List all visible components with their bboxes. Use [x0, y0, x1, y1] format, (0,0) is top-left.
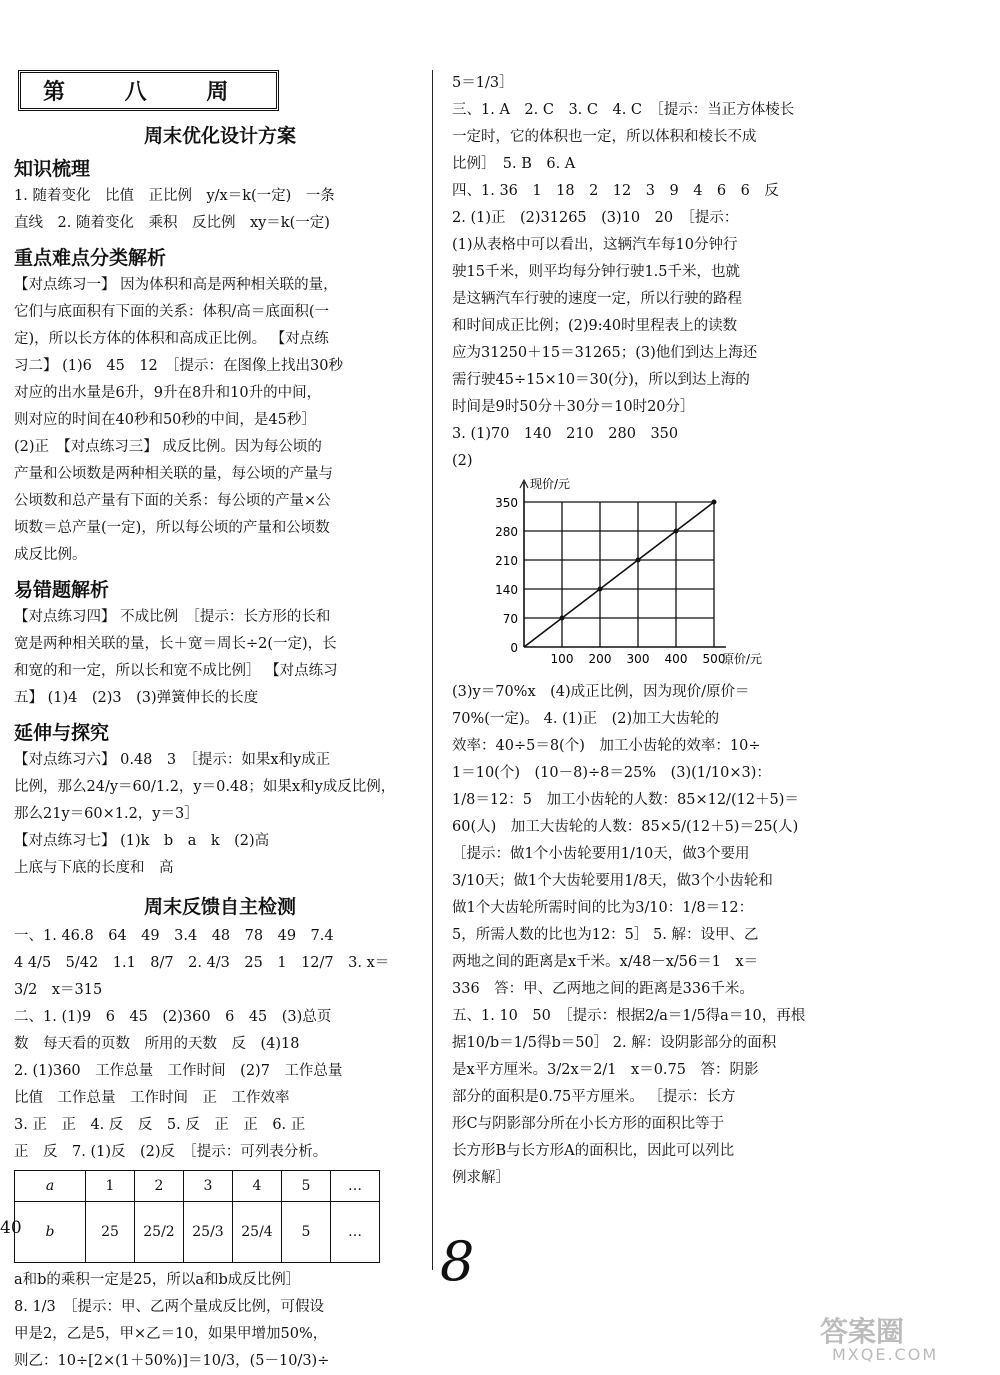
data-point — [674, 529, 679, 534]
x-tick-label: 400 — [664, 652, 688, 666]
y-tick-label: 350 — [495, 496, 518, 510]
table-cell: 25/4 — [233, 1202, 282, 1263]
x-tick-label: 200 — [588, 652, 612, 666]
table-cell: 3 — [184, 1171, 233, 1202]
text-line: 甲是2，乙是5，甲×乙＝10，如果甲增加50%， — [14, 1326, 328, 1342]
text-line: 上底与下底的长度和 高 — [14, 860, 174, 876]
heading-key-points: 重点难点分类解析 — [14, 247, 167, 269]
text-line: 1/8＝12：5 加工小齿轮的人数：85×12/(12＋5)＝ — [452, 792, 799, 808]
text-line: 形C与阴影部分所在小长方形的面积比等于 — [452, 1116, 725, 1132]
y-tick-label: 140 — [495, 583, 518, 597]
text-line: 产量和公顷数是两种相关联的量，每公顷的产量与 — [14, 466, 333, 482]
text-line: 是这辆汽车行驶的速度一定，所以行驶的路程 — [452, 291, 742, 307]
text-line: 两地之间的距离是x千米。x/48－x/56＝1 x＝ — [452, 954, 759, 970]
text-line: 例求解］ — [452, 1170, 510, 1186]
y-tick-label: 280 — [495, 525, 518, 539]
heading-errors: 易错题解析 — [14, 579, 110, 601]
text-line: 和时间成正比例；(2)9:40时里程表上的读数 — [452, 318, 738, 334]
table-cell: 5 — [282, 1171, 331, 1202]
text-line: 宽是两种相关联的量，长＋宽＝周长÷2(一定)，长 — [14, 636, 337, 652]
text-line: (3)y＝70%x (4)成正比例，因为现价/原价＝ — [452, 684, 750, 700]
table-cell: b — [15, 1202, 86, 1263]
text-line: 比例］ 5. B 6. A — [452, 156, 576, 172]
text-line: 70%(一定)。 4. (1)正 (2)加工大齿轮的 — [452, 711, 720, 727]
text-line: (2)正 【对点练习三】 成反比例。因为每公顷的 — [14, 439, 322, 455]
text-line: 4 4/5 5/42 1.1 8/7 2. 4/3 25 1 12/7 3. x＝ — [14, 955, 390, 971]
table-cell: 5 — [282, 1202, 331, 1263]
column-divider — [432, 70, 433, 1270]
table-cell: 2 — [135, 1171, 184, 1202]
text-line: a和b的乘积一定是25，所以a和b成反比例］ — [14, 1272, 301, 1288]
table-cell: … — [331, 1202, 380, 1263]
text-line: 60(人) 加工大齿轮的人数：85×5/(12＋5)＝25(人) — [452, 819, 799, 835]
text-line: 需行驶45÷15×10＝30(分)，所以到达上海的 — [452, 372, 750, 388]
text-line: 【对点练习四】 不成比例 ［提示：长方形的长和 — [14, 609, 331, 625]
text-line: 8. 1/3 ［提示：甲、乙两个量成反比例，可假设 — [14, 1299, 325, 1315]
text-line: 则乙：10÷[2×(1＋50%)]＝10/3，(5－10/3)÷ — [14, 1353, 330, 1369]
text-line: 3. 正 正 4. 反 反 5. 反 正 正 6. 正 — [14, 1117, 306, 1133]
x-tick-label: 100 — [550, 652, 574, 666]
week-heading: 第 八 周 — [18, 70, 279, 111]
text-line: 数 每天看的页数 所用的天数 反 (4)18 — [14, 1036, 300, 1052]
text-line: 2. (1)360 工作总量 工作时间 (2)7 工作总量 — [14, 1063, 343, 1079]
y-tick-label: 70 — [502, 612, 518, 626]
text-line: 三、1. A 2. C 3. C 4. C ［提示：当正方体棱长 — [452, 102, 795, 118]
watermark-logo: 答案圈 — [820, 1315, 905, 1348]
text-line: 336 答：甲、乙两地之间的距离是336千米。 — [452, 981, 754, 997]
text-line: 3. (1)70 140 210 280 350 — [452, 426, 679, 442]
table-cell: 25/2 — [135, 1202, 184, 1263]
text-line: 【对点练习七】 (1)k b a k (2)高 — [14, 833, 270, 849]
text-line: 5，所需人数的比也为12：5］ 5. 解：设甲、乙 — [452, 927, 759, 943]
table-cell: 4 — [233, 1171, 282, 1202]
data-point — [598, 587, 603, 592]
table-cell: 25 — [86, 1202, 135, 1263]
text-line: 比值 工作总量 工作时间 正 工作效率 — [14, 1090, 290, 1106]
text-line: 部分的面积是0.75平方厘米。 ［提示：长方 — [452, 1089, 736, 1105]
x-axis-label: 原价/元 — [722, 652, 763, 666]
heading-extension: 延伸与探究 — [14, 722, 110, 744]
text-line: 和宽的和一定，所以长和宽不成比例］ 【对点练习 — [14, 663, 338, 679]
text-line: 长方形B与长方形A的面积比，因此可以列比 — [452, 1143, 735, 1159]
text-line: 一、1. 46.8 64 49 3.4 48 78 49 7.4 — [14, 928, 334, 944]
price-line-chart — [452, 475, 763, 675]
table-row-b — [15, 1202, 380, 1263]
text-line: 对应的出水量是6升，9升在8升和10升的中间， — [14, 385, 322, 401]
text-line: ［提示：做1个小齿轮要用1/10天，做3个要用 — [452, 846, 750, 862]
x-tick-label: 500 — [702, 652, 726, 666]
text-line: 2. (1)正 (2)31265 (3)10 20 ［提示： — [452, 210, 739, 226]
text-line: 则对应的时间在40秒和50秒的中间，是45秒］ — [14, 412, 316, 428]
left-column — [14, 70, 426, 1375]
text-line: 5＝1/3］ — [452, 75, 514, 91]
data-point — [560, 616, 565, 621]
text-line: 正 反 7. (1)反 (2)反 ［提示：可列表分析。 — [14, 1144, 328, 1160]
text-line: 效率：40÷5＝8(个) 加工小齿轮的效率：10÷ — [452, 738, 761, 754]
text-line: 1. 随着变化 比值 正比例 y/x＝k(一定) 一条 — [14, 188, 335, 204]
handwritten-mark: 8 — [440, 1230, 475, 1293]
x-tick-label: 300 — [626, 652, 650, 666]
text-line: 驶15千米，则平均每分钟行驶1.5千米，也就 — [452, 264, 741, 280]
y-tick-label: 210 — [495, 554, 518, 568]
text-line: 顷数＝总产量(一定)，所以每公顷的产量和公顷数 — [14, 520, 330, 536]
page-number: 40 — [0, 1218, 22, 1238]
table-cell: a — [15, 1171, 86, 1202]
text-line: 时间是9时50分＋30分＝10时20分］ — [452, 399, 695, 415]
text-line: 直线 2. 随着变化 乘积 反比例 xy＝k(一定) — [14, 215, 330, 231]
text-line: 习二】 (1)6 45 12 ［提示：在图像上找出30秒 — [14, 358, 343, 374]
text-line: 3/10天；做1个大齿轮要用1/8天，做3个小齿轮和 — [452, 873, 773, 889]
text-line: 五、1. 10 50 ［提示：根据2/a＝1/5得a＝10，再根 — [452, 1008, 806, 1024]
text-line: 四、1. 36 1 18 2 12 3 9 4 6 6 反 — [452, 183, 779, 199]
text-line: 那么21y＝60×1.2，y＝3］ — [14, 806, 199, 822]
text-line: 二、1. (1)9 6 45 (2)360 6 45 (3)总页 — [14, 1009, 332, 1025]
series-line — [524, 502, 714, 647]
table-row-a — [15, 1171, 380, 1202]
text-line: 是x平方厘米。3/2x＝2/1 x＝0.75 答：阴影 — [452, 1062, 759, 1078]
right-column — [452, 70, 852, 1192]
text-line: 3/2 x＝315 — [14, 982, 103, 998]
text-line: (1)从表格中可以看出，这辆汽车每10分钟行 — [452, 237, 738, 253]
text-line: 定)，所以长方体的体积和高成正比例。 【对点练 — [14, 331, 329, 347]
text-line: 做1个大齿轮所需时间的比为3/10：1/8＝12： — [452, 900, 754, 916]
data-point — [636, 558, 641, 563]
watermark-url: MXQE.COM — [832, 1345, 939, 1364]
section-title-check: 周末反馈自主检测 — [143, 896, 296, 918]
text-line: (2) — [452, 453, 473, 469]
data-point — [712, 500, 717, 505]
text-line: 据10/b＝1/5得b＝50］ 2. 解：设阴影部分的面积 — [452, 1035, 777, 1051]
table-cell: 1 — [86, 1171, 135, 1202]
ab-table — [14, 1170, 380, 1263]
text-line: 比例，那么24/y＝60/1.2，y＝0.48；如果x和y成反比例， — [14, 779, 396, 795]
heading-knowledge: 知识梳理 — [14, 158, 91, 180]
text-line: 一定时，它的体积也一定，所以体积和棱长不成 — [452, 129, 757, 145]
y-axis-label: 现价/元 — [530, 477, 571, 491]
table-cell: 25/3 — [184, 1202, 233, 1263]
text-line: 应为31250＋15＝31265；(3)他们到达上海还 — [452, 345, 758, 361]
text-line: 五】 (1)4 (2)3 (3)弹簧伸长的长度 — [14, 690, 259, 706]
text-line: 它们与底面积有下面的关系：体积/高＝底面积(一 — [14, 304, 330, 320]
text-line: 成反比例。 — [14, 547, 87, 563]
section-title-plan: 周末优化设计方案 — [143, 125, 296, 147]
table-cell: … — [331, 1171, 380, 1202]
text-line: 【对点练习六】 0.48 3 ［提示：如果x和y成正 — [14, 752, 331, 768]
text-line: 【对点练习一】 因为体积和高是两种相关联的量， — [14, 277, 338, 293]
text-line: 公顷数和总产量有下面的关系：每公顷的产量×公 — [14, 493, 331, 509]
y-tick-label: 0 — [510, 641, 518, 655]
text-line: 1＝10(个) (10－8)÷8＝25% (3)(1/10×3)： — [452, 765, 771, 781]
